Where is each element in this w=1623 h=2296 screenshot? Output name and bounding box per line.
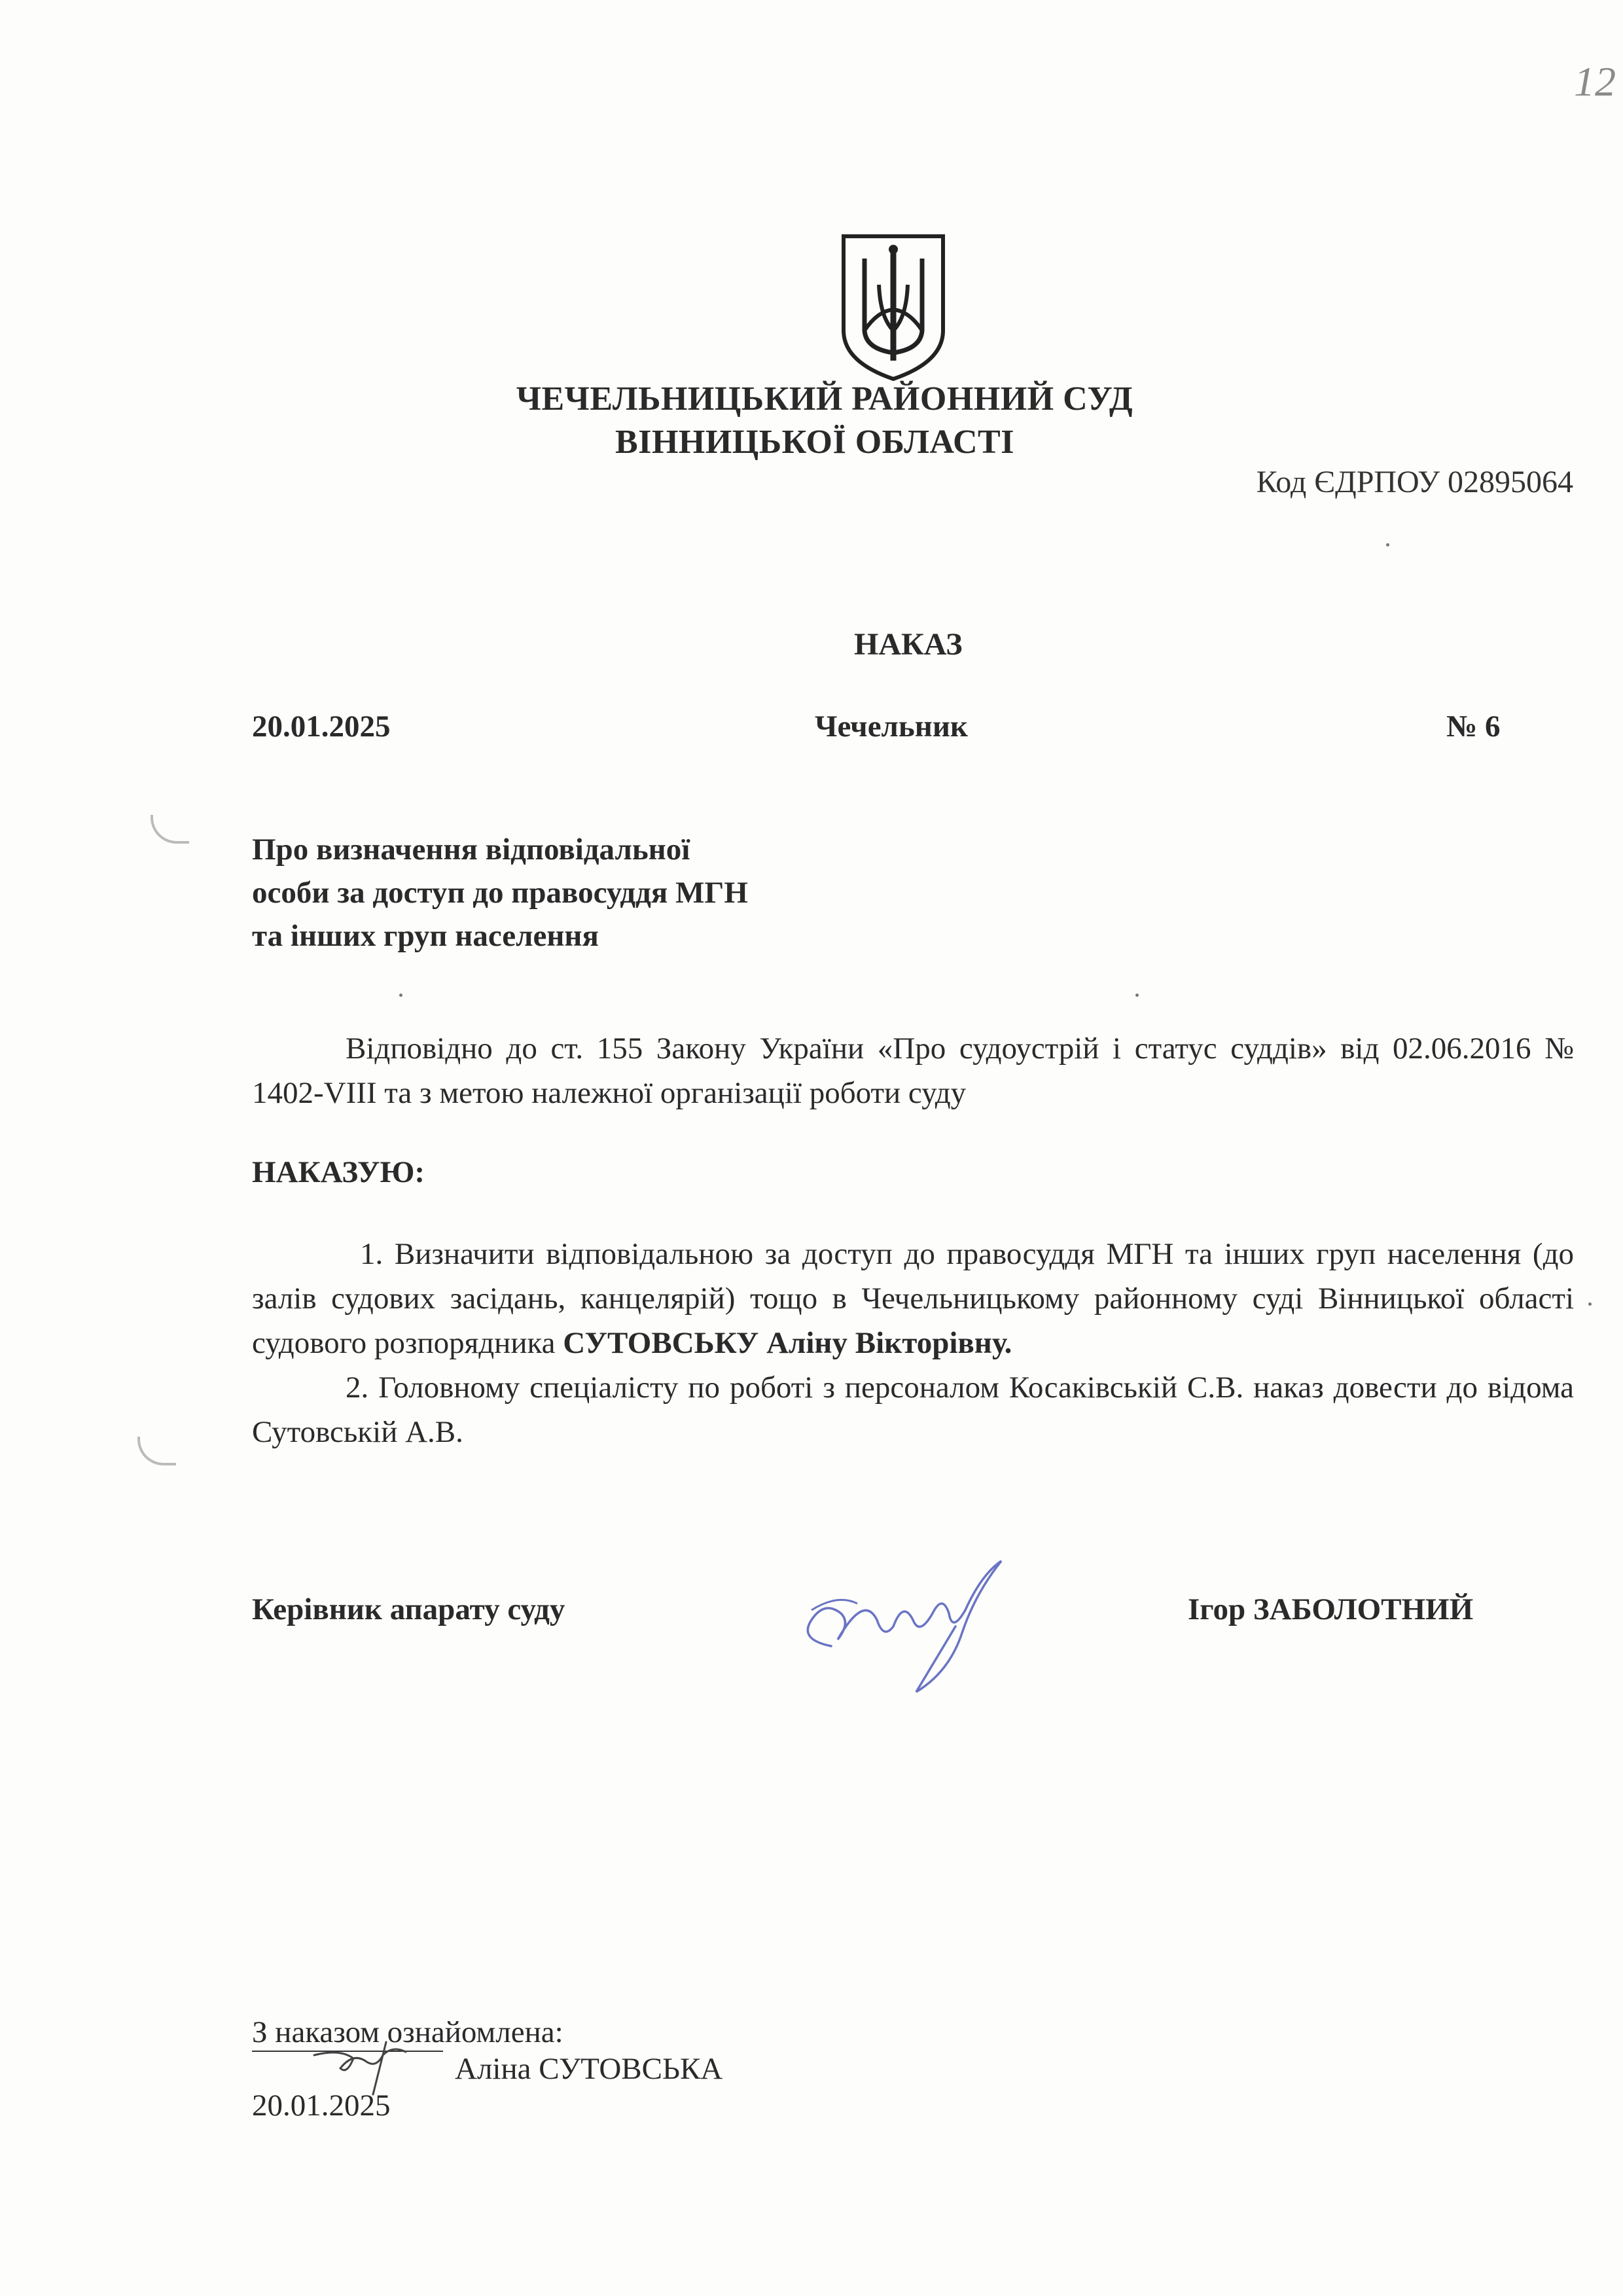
order-date: 20.01.2025: [252, 709, 391, 744]
court-name-line-2: ВІННИЦЬКОЇ ОБЛАСТІ: [615, 423, 1014, 461]
edrpou-code: Код ЄДРПОУ 02895064: [1256, 465, 1573, 499]
order-item-2: 2. Головному спеціалісту по роботі з персоналом Косаківській С.В. наказ довести до відома Сутовській А.В.: [252, 1371, 1574, 1449]
preamble-text: Відповідно до ст. 155 Закону України «Про судоустрій і статус суддів» від 02.06.2016 № 1402-VIII та з метою належної організації роботи суду: [252, 1031, 1574, 1110]
punch-hole-mark: [151, 815, 189, 844]
scan-speck: [1386, 543, 1389, 547]
signer-position: Керівник апарату суду: [252, 1592, 565, 1626]
coat-of-arms-icon: [840, 232, 947, 383]
order-subject: [252, 828, 748, 958]
court-name-line-1: ЧЕЧЕЛЬНИЦЬКИЙ РАЙОННИЙ СУД: [516, 380, 1133, 418]
order-item-1-person: СУТОВСЬКУ Аліну Вікторівну.: [563, 1326, 1012, 1360]
punch-hole-mark: [137, 1437, 176, 1465]
order-number: № 6: [1446, 709, 1501, 744]
scan-speck: [1588, 1302, 1592, 1306]
acknowledgement-label: З наказом ознайомлена:: [252, 2015, 563, 2049]
scan-speck: [1135, 994, 1139, 997]
signer-name: Ігор ЗАБОЛОТНИЙ: [1188, 1592, 1474, 1626]
acknowledgement-name: Аліна СУТОВСЬКА: [455, 2052, 723, 2086]
signature-icon: [785, 1548, 1034, 1712]
subject-line-1: Про визначення відповідальної: [252, 833, 690, 867]
subject-line-2: особи за доступ до правосуддя МГН: [252, 876, 748, 910]
scan-speck: [399, 994, 402, 997]
court-name: [0, 378, 1623, 464]
order-verb: НАКАЗУЮ:: [252, 1155, 425, 1189]
preamble: [252, 1026, 1574, 1115]
acknowledgement-signature-icon: [301, 2029, 471, 2121]
acknowledgement-date: 20.01.2025: [252, 2089, 391, 2123]
order-item-1: [252, 1232, 1574, 1365]
order-item-1-text: 1. Визначити відповідальною за доступ до правосуддя МГН та інших груп населення (до залів судових засідань, канцелярій) тощо в Чечельницькому районному суді Вінницької області судового розпорядника: [252, 1237, 1574, 1360]
order-items: [252, 1232, 1574, 1454]
subject-line-3: та інших груп населення: [252, 919, 599, 953]
order-title: НАКАЗ: [854, 627, 963, 662]
handwritten-page-number: 12: [1574, 58, 1616, 105]
order-place: Чечельник: [815, 709, 969, 744]
